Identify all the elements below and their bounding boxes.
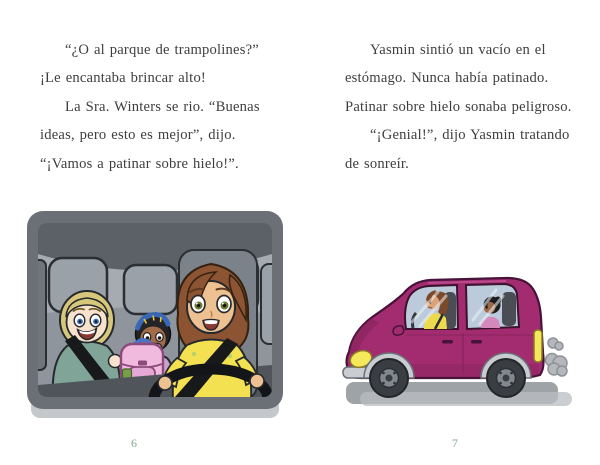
tail-light [534,330,542,362]
text-line: ¡Le encantaba brincar alto! [40,70,206,87]
text-line: Patinar sobre hielo sonaba peligroso. [345,98,572,115]
door-handle [471,340,482,344]
text-line: estómago. Nunca había patinado. [345,70,549,87]
left-page-text [40,36,300,178]
page-number-left: 6 [131,436,137,450]
text-line: Yasmin sintió un vacío en el [370,42,546,58]
text-line: “¿O al parque de trampolines?” [65,42,259,58]
side-mirror [393,326,404,335]
exhaust-smoke [546,338,568,376]
door-handle [442,340,453,344]
page-number-right: 7 [452,436,458,450]
text-line: La Sra. Winters se rio. “Buenas [65,98,260,115]
text-line: “¡Vamos a patinar sobre hielo!”. [40,155,239,172]
text-line: de sonreír. [345,155,409,172]
rear-wheel [487,359,525,397]
right-page-text [345,36,585,178]
front-wheel [370,359,408,397]
car-exterior-illustration [340,256,590,421]
text-line: ideas, pero esto es mejor”, dijo. [40,127,236,144]
text-line: “¡Genial!”, dijo Yasmin tratando [370,127,570,144]
car-interior-illustration [25,208,290,423]
